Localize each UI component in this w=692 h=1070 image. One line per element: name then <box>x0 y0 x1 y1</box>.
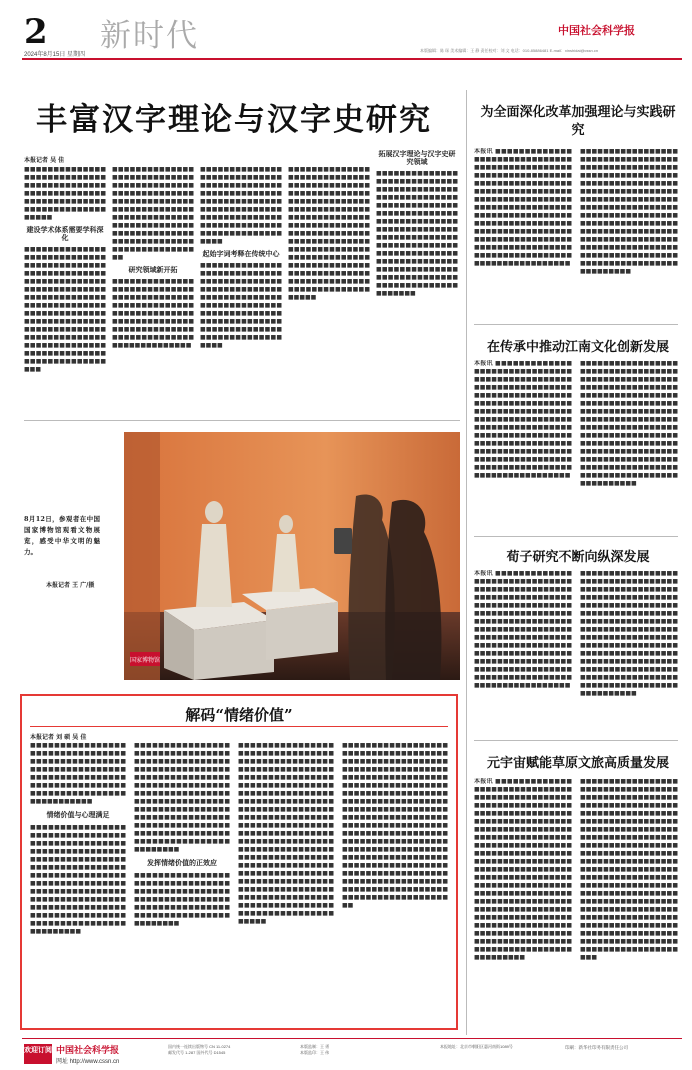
lead-byline: 本报记者 吴 佳 <box>24 157 65 164</box>
footer-info-2: 本版监制：王 勇 本版监印：王 伟 <box>300 1044 330 1055</box>
right-article-3-col-2: ■■■■■■■■■■■■■■■■■■■■■■■■■■■■■■■■■■■■■■■■■■■■■■■■■■■■■■■■■■■■■■■■■■■■■■■■■■■■■■■■■■■■■■■■■■■■■■■■■■■■■■■■■■■■■■■■■■■■■■■■■■■■■■■■■■■■■■■■■■■■■■■■■■■■■■■■■■■■■■■■■■■■■■■■■■■■■■■■■■■■■■■■■■■■■■■■■■■■■■■■■■■■■■■■■■■■■■■■■■■■■■■■■■■■■■■■■■■■■■■■■■■■■■■■■■■■■■■■■■■■■■■■■ <box>580 570 678 697</box>
right-article-1-title: 为全面深化改革加强理论与实践研究 <box>480 105 676 138</box>
feature-col-2: ■■■■■■■■■■■■■■■■■■■■■■■■■■■■■■■■■■■■■■■■■■■■■■■■■■■■■■■■■■■■■■■■■■■■■■■■■■■■■■■■■■■■■■■■■■■■■■■■■■■■■■■■■■■■■■■■■■■■■■■■■■■■■■■■■■■■■■■■■■■■■■■■■■■■■■■■■■■■■■■■■■■■■■■■■■■■■■■■■■■■■■■■■■■■■■■■■■■■■■■■■■■■■■■■■■■■■■■■ 发挥情绪价值的正效应 ■■■■■■■■■■■■■■■■■■■■■■■■■■■■■■■■■■■■■■■■■■■■■■■■■■■■■■■■■■■■■■■■■■■■■■■■■■■■■■■■■■■■■■■■■■■■■■■■■■■■■■■■ <box>134 742 230 927</box>
lead-subhead-2: 研究领域新开拓 <box>128 265 178 274</box>
footer-paper-name: 中国社会科学报 <box>56 1046 120 1056</box>
lead-col-4: ■■■■■■■■■■■■■■■■■■■■■■■■■■■■■■■■■■■■■■■■■■■■■■■■■■■■■■■■■■■■■■■■■■■■■■■■■■■■■■■■■■■■■■■■■■■■■■■■■■■■■■■■■■■■■■■■■■■■■■■■■■■■■■■■■■■■■■■■■■■■■■■■■■■■■■■■■■■■■■■■■■■■■■■■■■■■■■■■■■■■■■■■■■■■■■■■■■■■■■■■■■■■■■■■■■■■■■■■■■■■■■■■■■■■■ <box>288 166 370 301</box>
masthead-rule <box>22 58 682 60</box>
section-title: 新时代 <box>100 18 199 54</box>
right-article-4-col-2: ■■■■■■■■■■■■■■■■■■■■■■■■■■■■■■■■■■■■■■■■■■■■■■■■■■■■■■■■■■■■■■■■■■■■■■■■■■■■■■■■■■■■■■■■■■■■■■■■■■■■■■■■■■■■■■■■■■■■■■■■■■■■■■■■■■■■■■■■■■■■■■■■■■■■■■■■■■■■■■■■■■■■■■■■■■■■■■■■■■■■■■■■■■■■■■■■■■■■■■■■■■■■■■■■■■■■■■■■■■■■■■■■■■■■■■■■■■■■■■■■■■■■■■■■■■■■■■■■■■■■■■■■■■■■■■■■■■■■■■■■■■■■■■■■■■■■■■■■■■■■■■■■■■■■■■■■■■■■■■■■■■■■■■■■■■■■■■■■■■■■■■■■■■■■■■■■■■■■■■■■■■■■■■■■■■■■■■■■■ <box>580 778 678 961</box>
right-article-2-col-2: ■■■■■■■■■■■■■■■■■■■■■■■■■■■■■■■■■■■■■■■■■■■■■■■■■■■■■■■■■■■■■■■■■■■■■■■■■■■■■■■■■■■■■■■■■■■■■■■■■■■■■■■■■■■■■■■■■■■■■■■■■■■■■■■■■■■■■■■■■■■■■■■■■■■■■■■■■■■■■■■■■■■■■■■■■■■■■■■■■■■■■■■■■■■■■■■■■■■■■■■■■■■■■■■■■■■■■■■■■■■■■■■■■■■■■■■■■■■■■■■■■■■■■■■■■■■■■■■■■■■■■■■■■ <box>580 360 678 487</box>
feature-title-rule <box>30 726 448 727</box>
right-article-2-title: 在传承中推动江南文化创新发展 <box>486 340 669 355</box>
feature-subhead-2: 发挥情绪价值的正效应 <box>147 858 217 867</box>
subscribe-badge: 欢迎订阅 <box>24 1044 52 1064</box>
photo-watermark: 国家博物馆 <box>129 657 161 664</box>
page-number: 2 <box>24 12 48 52</box>
photo-credit: 本报记者 王 广/摄 <box>46 582 95 589</box>
feature-subhead-1: 情绪价值与心理满足 <box>46 810 110 819</box>
right-divider-2 <box>474 536 678 537</box>
right-article-2-col-1: 本报讯 ■■■■■■■■■■■■■■■■■■■■■■■■■■■■■■■■■■■■■■■■■■■■■■■■■■■■■■■■■■■■■■■■■■■■■■■■■■■■■■■■■■■■■■■■■■■■■■■■■■■■■■■■■■■■■■■■■■■■■■■■■■■■■■■■■■■■■■■■■■■■■■■■■■■■■■■■■■■■■■■■■■■■■■■■■■■■■■■■■■■■■■■■■■■■■■■■■■■■■■■■■■■■■■■■■■■■■■■■■■■■■■■■■■■■■■■■■■■■■■■■■■■■■■■■■■■ <box>474 360 572 479</box>
footer-website[interactable]: 网址 http://www.cssn.cn <box>56 1059 120 1065</box>
right-article-1-col-2: ■■■■■■■■■■■■■■■■■■■■■■■■■■■■■■■■■■■■■■■■■■■■■■■■■■■■■■■■■■■■■■■■■■■■■■■■■■■■■■■■■■■■■■■■■■■■■■■■■■■■■■■■■■■■■■■■■■■■■■■■■■■■■■■■■■■■■■■■■■■■■■■■■■■■■■■■■■■■■■■■■■■■■■■■■■■■■■■■■■■■■■■■■■■■■■■■■■■■■■■■■■■■■■■■■■■■■■■■■■■■■■■■■■■■■■■■■■■■■■■■■■■■■■■■■■■■■■■■■■■■■■■■ <box>580 148 678 275</box>
paper-name: 中国社会科学报 <box>558 24 635 37</box>
feature-byline: 本报记者 刘 硕 吴 佳 <box>30 734 87 741</box>
photo-top-rule <box>24 420 460 421</box>
footer-info-3: 本报地址：北京市朝阳区惠河南街1089号 <box>440 1044 513 1049</box>
right-article-3-title: 荀子研究不断向纵深发展 <box>506 550 650 565</box>
feature-title: 解码“情绪价值” <box>185 706 293 724</box>
lead-col-5: 拓展汉字理论与汉字史研究领域 ■■■■■■■■■■■■■■■■■■■■■■■■■■■■■■■■■■■■■■■■■■■■■■■■■■■■■■■■■■■■■■■■■■■■■■■■■■■■■■■■■■■■■■■■■■■■■■■■■■■■■■■■■■■■■■■■■■■■■■■■■■■■■■■■■■■■■■■■■■■■■■■■■■■■■■■■■■■■■■■■■■■■■■■■■■■■■■■■■■■■■■■■■■■■■■■■■■■■■■■■■■■■■■■■■■■■■■■■■ <box>376 150 458 297</box>
lead-subhead-1: 建设学术体系需要学科深化 <box>26 225 104 242</box>
lead-subhead-3: 起始字词考释在传统中心 <box>202 249 280 258</box>
feature-col-1: ■■■■■■■■■■■■■■■■■■■■■■■■■■■■■■■■■■■■■■■■■■■■■■■■■■■■■■■■■■■■■■■■■■■■■■■■■■■■■■■■■■■■■■■■■■■■■■■■■■■■■■■■■■■■■■■■■■■■■■■■■■■ 情绪价值与心理满足 ■■■■■■■■■■■■■■■■■■■■■■■■■■■■■■■■■■■■■■■■■■■■■■■■■■■■■■■■■■■■■■■■■■■■■■■■■■■■■■■■■■■■■■■■■■■■■■■■■■■■■■■■■■■■■■■■■■■■■■■■■■■■■■■■■■■■■■■■■■■■■■■■■■■■■■■■■■■■■■■■■■■■■■■■■■■■■■■■■■■■■■■■■■■■■■■■■■■■■■■■■■■■■■■■■■■■■■■■■ <box>30 742 126 935</box>
right-divider-3 <box>474 740 678 741</box>
lead-col-3: ■■■■■■■■■■■■■■■■■■■■■■■■■■■■■■■■■■■■■■■■■■■■■■■■■■■■■■■■■■■■■■■■■■■■■■■■■■■■■■■■■■■■■■■■■■■■■■■■■■■■■■■■■■■■■■■■■■■■■■■■■■■■■■■■■■ 起始字词考释在传统中心 ■■■■■■■■■■■■■■■■■■■■■■■■■■■■■■■■■■■■■■■■■■■■■■■■■■■■■■■■■■■■■■■■■■■■■■■■■■■■■■■■■■■■■■■■■■■■■■■■■■■■■■■■■■■■■■■■■■■■■■■■■■■■■■■■■■■■■■■■■■■■■■■■ <box>200 166 282 349</box>
column-divider <box>466 90 467 1035</box>
footer-rule <box>22 1038 682 1039</box>
right-article-3-col-1: 本报讯 ■■■■■■■■■■■■■■■■■■■■■■■■■■■■■■■■■■■■■■■■■■■■■■■■■■■■■■■■■■■■■■■■■■■■■■■■■■■■■■■■■■■■■■■■■■■■■■■■■■■■■■■■■■■■■■■■■■■■■■■■■■■■■■■■■■■■■■■■■■■■■■■■■■■■■■■■■■■■■■■■■■■■■■■■■■■■■■■■■■■■■■■■■■■■■■■■■■■■■■■■■■■■■■■■■■■■■■■■■■■■■■■■■■■■■■■■■■■■■■■■■■■■■■■■■■■ <box>474 570 572 689</box>
right-divider-1 <box>474 324 678 325</box>
right-article-4-col-1: 本报讯 ■■■■■■■■■■■■■■■■■■■■■■■■■■■■■■■■■■■■■■■■■■■■■■■■■■■■■■■■■■■■■■■■■■■■■■■■■■■■■■■■■■■■■■■■■■■■■■■■■■■■■■■■■■■■■■■■■■■■■■■■■■■■■■■■■■■■■■■■■■■■■■■■■■■■■■■■■■■■■■■■■■■■■■■■■■■■■■■■■■■■■■■■■■■■■■■■■■■■■■■■■■■■■■■■■■■■■■■■■■■■■■■■■■■■■■■■■■■■■■■■■■■■■■■■■■■■■■■■■■■■■■■■■■■■■■■■■■■■■■■■■■■■■■■■■■■■■■■■■■■■■■■■■■■■■■■■■■■■■■■■■■■■■■■■■■■■■■■■■■■■■■■■■■■■■■■■■■■■■■■■■■■■■■■■■■■■■■■■■■■ <box>474 778 572 961</box>
feature-col-3: ■■■■■■■■■■■■■■■■■■■■■■■■■■■■■■■■■■■■■■■■■■■■■■■■■■■■■■■■■■■■■■■■■■■■■■■■■■■■■■■■■■■■■■■■■■■■■■■■■■■■■■■■■■■■■■■■■■■■■■■■■■■■■■■■■■■■■■■■■■■■■■■■■■■■■■■■■■■■■■■■■■■■■■■■■■■■■■■■■■■■■■■■■■■■■■■■■■■■■■■■■■■■■■■■■■■■■■■■■■■■■■■■■■■■■■■■■■■■■■■■■■■■■■■■■■■■■■■■■■■■■■■■■■■■■■■■■■■■■■■■■■■■■■■■■■■■■■■■■■■■■■■■■■■■■■■■■■■■■■■■■■■■■■■■■■■■■■■■■■■■■■■■■■■■■■■■■■■■■ <box>238 742 334 925</box>
lead-col-1: ■■■■■■■■■■■■■■■■■■■■■■■■■■■■■■■■■■■■■■■■■■■■■■■■■■■■■■■■■■■■■■■■■■■■■■■■■■■■■■■■■■■■■■■■■ 建设学术体系需要学科深化 ■■■■■■■■■■■■■■■■■■■■■■■■■■■■■■■■■■■■■■■■■■■■■■■■■■■■■■■■■■■■■■■■■■■■■■■■■■■■■■■■■■■■■■■■■■■■■■■■■■■■■■■■■■■■■■■■■■■■■■■■■■■■■■■■■■■■■■■■■■■■■■■■■■■■■■■■■■■■■■■■■■■■■■■■■■■■■■■■■■■■■■■■■■■■■■■■■■■■■■■■■■■■■■■■■■■■■ <box>24 166 106 373</box>
museum-photo <box>124 432 460 680</box>
right-article-4-title: 元宇宙赋能草原文旅高质量发展 <box>486 756 669 771</box>
footer-info-4: 印刷：新华社印务有限责任公司 <box>565 1045 628 1050</box>
feature-col-4: ■■■■■■■■■■■■■■■■■■■■■■■■■■■■■■■■■■■■■■■■■■■■■■■■■■■■■■■■■■■■■■■■■■■■■■■■■■■■■■■■■■■■■■■■■■■■■■■■■■■■■■■■■■■■■■■■■■■■■■■■■■■■■■■■■■■■■■■■■■■■■■■■■■■■■■■■■■■■■■■■■■■■■■■■■■■■■■■■■■■■■■■■■■■■■■■■■■■■■■■■■■■■■■■■■■■■■■■■■■■■■■■■■■■■■■■■■■■■■■■■■■■■■■■■■■■■■■■■■■■■■■■■■■■■■■■■■■■■■■■■■■■■■■■■■■■■■■■■■■■■■■■■■■■■■■■■■■■■■■■■■■■■■■■■■■■■■■■■■■■■■■■■■■■■■■■■■■■■■■■■■■ <box>342 742 448 909</box>
editor-info: 本版编辑：陈 琛 美术编辑：王 静 责任校对：刘 文 电话：010-85886481 E-mail：xinshidai@cssn.cn <box>420 48 599 53</box>
phone-icon <box>334 528 352 554</box>
lead-col-2: ■■■■■■■■■■■■■■■■■■■■■■■■■■■■■■■■■■■■■■■■■■■■■■■■■■■■■■■■■■■■■■■■■■■■■■■■■■■■■■■■■■■■■■■■■■■■■■■■■■■■■■■■■■■■■■■■■■■■■■■■■■■■■■■■■■■■■■■■■■■■■■■■■■■■■■■■■■■■ 研究领域新开拓 ■■■■■■■■■■■■■■■■■■■■■■■■■■■■■■■■■■■■■■■■■■■■■■■■■■■■■■■■■■■■■■■■■■■■■■■■■■■■■■■■■■■■■■■■■■■■■■■■■■■■■■■■■■■■■■■■■■■■■■■■■■■■■■ <box>112 166 194 349</box>
photo-caption: 8月12日，参观者在中国国家博物馆观看文物展览，感受中华文明的魅力。 <box>24 515 100 556</box>
footer-info-1: 国内统一连续出版物号 CN 11-0274 邮发代号 1-287 国外代号 D1545 <box>168 1044 231 1055</box>
lead-subhead-4: 拓展汉字理论与汉字史研究领域 <box>378 150 456 166</box>
lead-headline: 丰富汉字理论与汉字史研究 <box>36 102 432 138</box>
issue-date: 2024年8月15日 星期四 <box>24 52 86 58</box>
right-article-1-col-1: 本报讯 ■■■■■■■■■■■■■■■■■■■■■■■■■■■■■■■■■■■■■■■■■■■■■■■■■■■■■■■■■■■■■■■■■■■■■■■■■■■■■■■■■■■■■■■■■■■■■■■■■■■■■■■■■■■■■■■■■■■■■■■■■■■■■■■■■■■■■■■■■■■■■■■■■■■■■■■■■■■■■■■■■■■■■■■■■■■■■■■■■■■■■■■■■■■■■■■■■■■■■■■■■■■■■■■■■■■■■■■■■■■■■■■■■■■■■■■■■■■■■■■■■■■■■■■■■■■ <box>474 148 572 267</box>
